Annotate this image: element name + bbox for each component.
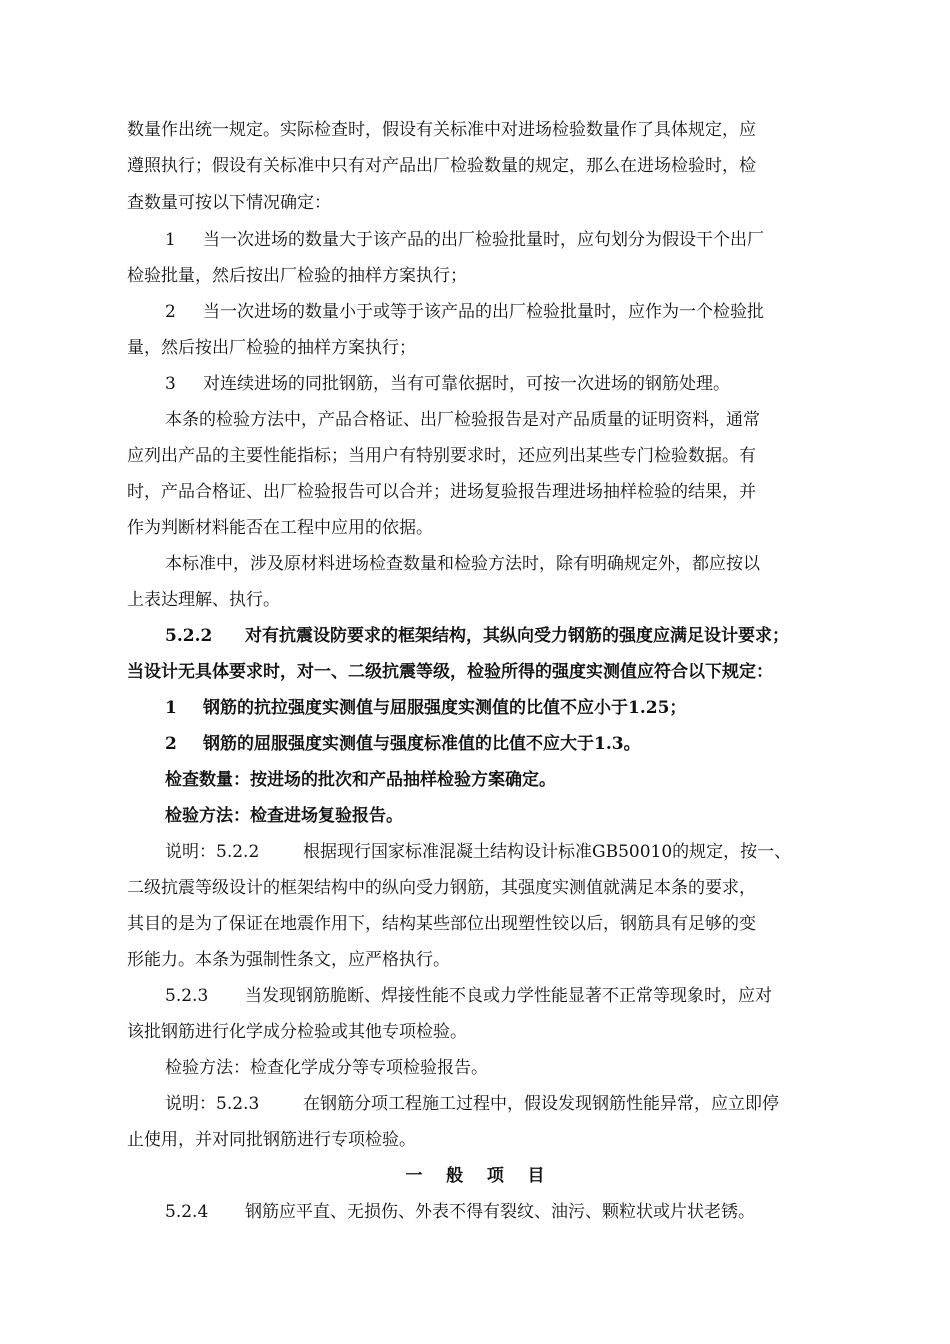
item-number: 2 bbox=[165, 302, 176, 322]
note-prefix: 说明：5.2.2 bbox=[165, 842, 260, 862]
clause-number: 5.2.2 bbox=[165, 626, 213, 646]
clause-number: 5.2.3 bbox=[165, 986, 209, 1006]
item-number: 3 bbox=[165, 374, 176, 394]
section-title: 一 般 项 目 bbox=[405, 1166, 545, 1186]
clause-number: 5.2.4 bbox=[165, 1202, 209, 1222]
document-page: 数量作出统一规定。实际检查时，假设有关标准中对进场检验数量作了具体规定，应 遵照执行；假设有关标准中只有对产品出厂检验数量的规定，那么在进场检验时，检 查数量可按以下情况确定： 1 当一次进场的数量大于该产品的出厂检验批量时，应句划分为假设干个出厂 检验批量，然后按出厂检验的抽样方案执行； 2 当一次进场的数量小于或等于该产品的出厂检验批量时，应作为一个检验批 量，然后按出厂检验的抽样方案执行； 3 对连续进场的同批钢筋，当有可靠依据时，可按一次进场的钢筋处理。 本条的检验方法中，产品合格证、出厂检验报告是对产品质量的证明资料，通常 应列出产品的主要性能指标；当用户有特别要求时，还应列出某些专门检验数据。有 时，产品合格证、出厂检验报告可以合并；进场复验报告理进场抽样检验的结果，并 作为判断材料能否在工程中应用的依据。 本标准中，涉及原材料进场检查数量和检验方法时，除有明确规定外，都应按以 上表达理解、执行。 5.2.2 对有抗震设防要求的框架结构，其纵向受力钢筋的强度应满足设计要求； 当设计无具体要求时，对一、二级抗震等级，检验所得的强度实测值应符合以下规定： 1 钢筋的抗拉强度实测值与屈服强度实测值的比值不应小于1.25； 2 钢筋的屈服强度实测值与强度标准值的比值不应大于1.3。 检查数量：按进场的批次和产品抽样检验方案确定。 检验方法：检查进场复验报告。 说明：5.2.2 根据现行国家标准混凝土结构设计标准GB50010的规定，按一、 二级抗震等级设计的框架结构中的纵向受力钢筋，其强度实测值就满足本条的要求， 其目的是为了保证在地震作用下，结构某些部位出现塑性铰以后，钢筋具有足够的变 形能力。本条为强制性条文，应严格执行。 5.2.3 当发现钢筋脆断、焊接性能不良或力学性能显著不正常等现象时，应对 该批钢筋进行化学成分检验或其他专项检验。 检验方法：检查化学成分等专项检验报告。 说明：5.2.3 在钢筋分项工程施工过程中，假设发现钢筋性能异常，应立即停 止使用，并对同批钢筋进行专项检验。 一 般 项 目 5.2.4 钢筋应平直、无损伤、外表不得有裂纹、油污、颗粒状或片状老锈。 bbox=[0, 0, 950, 1344]
note-prefix: 说明：5.2.3 bbox=[165, 1094, 260, 1114]
item-number: 1 bbox=[165, 230, 176, 250]
